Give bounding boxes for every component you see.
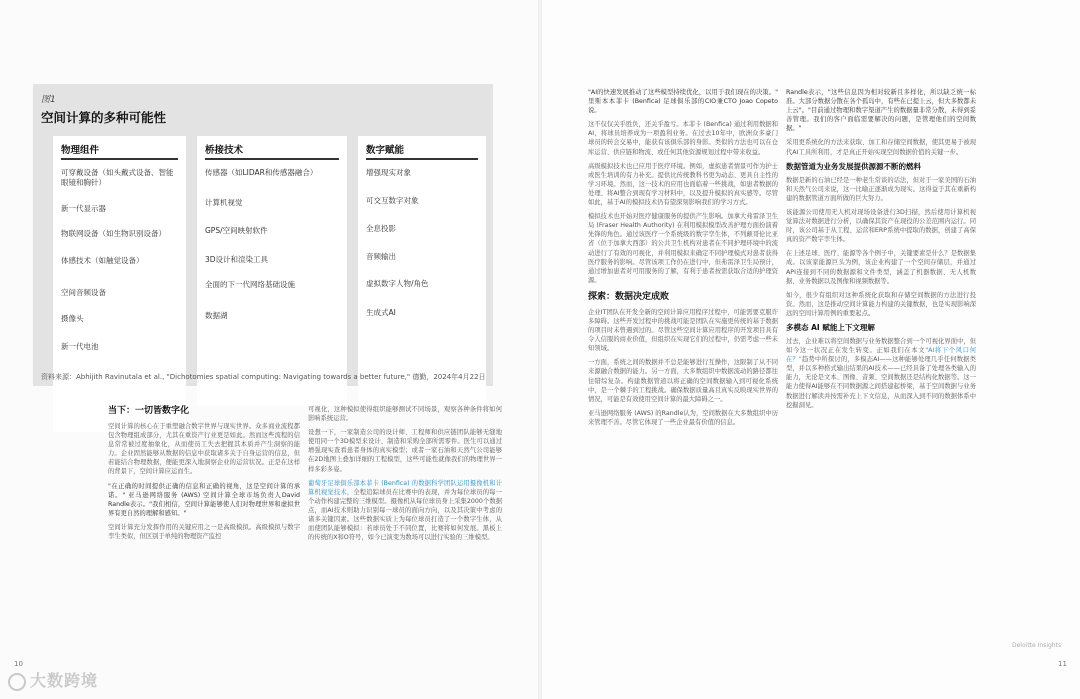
column-item: 数据湖 <box>205 311 228 320</box>
page-number-left: 10 <box>14 660 23 668</box>
figure-title: 空间计算的多种可能性 <box>41 110 167 125</box>
paragraph <box>308 479 502 543</box>
page-number-right: 11 <box>1058 660 1067 668</box>
column-heading: 数字赋能 <box>366 145 405 156</box>
paragraph: 可视化，这种模拟使得组织能够测试不同场景，观察各种条件将如何影响系统运营。 <box>308 406 502 423</box>
paragraph: 采用更系统化的方法来获取、加工和存储空间数据，使其更易于被现代AI工具所利用，才是真正开始实现空间数据价值的关键一步。 <box>786 139 976 156</box>
quote-paragraph: "AI的快速发展推动了这些模型持续优化，以用于我们现在的决策。" 里斯本本菲卡 (Benfica) 足球俱乐部的CIO兼CTO Joao Copeto说。 <box>588 89 778 115</box>
paragraph: 如今，很少有组织对这种系统化获取和存储空间数据的方法进行投资。然而，这是推动空间计算能力构建的关键数据，也是实现影响深远的空间计算用例的重要起点。 <box>786 291 976 317</box>
column-item: 空间音频设备 <box>61 288 106 297</box>
column-heading: 桥接技术 <box>205 145 244 156</box>
paragraph: 空间计算充分发挥作用的关键应用之一是高级模拟。高级模拟与数字孪生类似，但区别于单纯的物理资产监控 <box>108 523 300 541</box>
left-text-column-1 <box>108 405 300 546</box>
paragraph: 在上述足球、医疗、能源等各个例子中，关键要素是什么？是数据集成。以该家能源巨头为例，该企业构建了一个空间存储层，并通过API连接到不同的数据源和文件类型，涵盖了机器数据、无人机数据、业务数据以及图像和视频数据等。 <box>786 250 976 285</box>
column-item: 音频输出 <box>366 252 396 261</box>
heading-rule <box>61 158 178 160</box>
right-text-column-2 <box>786 88 976 415</box>
figure-box <box>33 84 493 386</box>
column-item: 摄像头 <box>61 314 84 323</box>
paragraph: 该能源公司使用无人机对现场设备进行3D扫描，然后使用计算机视觉算法对数据进行分析，以确保其资产在现役的公差范围内运行。同时，该公司基于从工程、运营和ERP系统中提取的数据，创建了高保真的资产数字孪生体。 <box>786 208 976 244</box>
paragraph: 亚马逊网络服务 (AWS) 的Randle认为，空间数据在大多数组织中历来管理不善。尽管它体现了一些企业最有价值的信息。 <box>588 409 778 426</box>
column-item: 虚拟数字人物/角色 <box>366 279 429 288</box>
inline-link[interactable]: 葡萄牙足球俱乐部本菲卡 (Benfica) 的数据科学团队运用摄像机和计算机视觉技术， <box>308 479 502 496</box>
figure-source: 资料来源：Abhijith Ravinutala et al., "Dichotomies spatial computing: Navigating towards a better future," 德勤，2024年4月22日 <box>41 373 486 381</box>
section-heading: 探索：数据决定成败 <box>588 291 670 302</box>
column-item: 3D设计和渲染工具 <box>205 255 269 264</box>
paragraph: 数据是新的石油已经是一种老生常谈的话法，但对于一家美国的石油和天然气公司来说，这一比喻正逐渐成为现实。这得益于其在重新构建的数据管道方面所做的巨大努力。 <box>786 176 976 202</box>
watermark-logo-icon <box>8 673 26 691</box>
column-item: 增强现实对象 <box>366 168 411 177</box>
quote-paragraph: "在正确的时间提供正确的信息和正确的视角，这是空间计算的承诺。" 亚马逊网络服务 (AWS) 空间计算全球市场负责人David Randle表示。"我们相信，空间计算能够使人们对物理世界和虚拟世界有更自然的理解和感知。" <box>108 482 300 517</box>
column-item: 新一代显示器 <box>61 204 106 213</box>
paragraph <box>786 337 976 410</box>
paragraph: 设想一下，一家制造公司的设计师、工程师和供应链团队能够无缝地使用同一个3D模型来设计、制造和采购全部所需零件。医生可以通过增强现实查看患者身体的真实模型；或者一家石油和天然气公司能够在2D地图上叠加详细的工程模型，这些可能性就像我们的物理世界一样多彩多姿。 <box>308 429 502 473</box>
footer-logo: Deloitte Insights <box>1012 642 1062 649</box>
paragraph: 这不仅仅关乎胜负，还关乎盈亏。本菲卡 (Benfica) 通过利用数据和AI，将球员培养成为一项盈利业务。在过去10年中，欧洲众多豪门球员的转会交易中，能获有该俱乐部的身影。类似的方法也可以在仓库运营、供应链和物流、或任何其他资源规划过程中带来收益。 <box>588 121 778 156</box>
figure-column-digital <box>358 136 486 406</box>
figure-column-physical <box>53 136 186 432</box>
paragraph: 模拟技术也开始对医疗健康服务的提供产生影响。加拿大弗雷泽卫生局 (Fraser Health Authority) 在利用模拟模型改善护理方面扮演着先锋的角色。通过该医疗一个系统级的数字孪生体，不列颠哥伦比亚省（位于加拿大西部）的公共卫生机构对患者在不同护理环境中的流动进行了有效的可视化，并利用模拟来确定不同护理模式对患者获得医疗服务的影响。尽管该项工作仍在进行中，但弗雷泽卫生局预计，通过增加患者对可用服务的了解，有利于患者按需获取合适的护理资源。 <box>588 213 778 284</box>
watermark-text: 大数跨境 <box>30 671 99 690</box>
column-item: 全息投影 <box>366 224 396 233</box>
watermark <box>8 668 98 691</box>
paragraph-text: 全程追踪球员在比赛中的表现，并为每位球员的每一个动作构建完整的三维模型。摄像机从每位球员身上采集2000个数据点，而AI技术则助力识别每一球员的面向方向，以及其决策中考虑的诸多关键因素。这些数据实质上为每位球员打造了一个数字生体，从而使团队能够模拟：若球员处于不同位置，比赛将如何发展。黑板上的传统的X和O符号，如今已演变为数场可以进行实验的三维模型。 <box>308 488 503 542</box>
column-item: 计算机视觉 <box>205 198 243 207</box>
column-item: GPS/空间映射软件 <box>205 226 268 235</box>
column-item: 传感器（如LIDAR和传感器融合） <box>205 168 318 177</box>
paragraph: 空间计算的核心在于重塑融合数字世界与现实世界。众多商业流程都包含物理组成部分，尤其在重资产行业更是如此。然而这些流程的信息常常被过度抽象化，从而使员工失去把握其本质并产生洞察的能力。企业固然能够从数据的信息中获取诸多关于自身运营的信息，但若能结合物理数据，便能更深入地洞察企业的运营状况。正是在这样的背景下，空间计算应运而生。 <box>108 423 300 476</box>
column-item: 全面的下一代网络基础设施 <box>205 280 295 289</box>
right-text-column-1 <box>588 88 778 432</box>
column-item: 可交互数字对象 <box>366 196 419 205</box>
column-item: 生成式AI <box>366 308 396 317</box>
subsection-heading: 数据管道为业务发展提供源源不断的燃料 <box>786 161 921 171</box>
section-heading: 当下：一切皆数字化 <box>108 406 190 416</box>
column-heading: 物理组件 <box>61 145 100 156</box>
column-item: 新一代电池 <box>61 342 99 351</box>
left-text-column-2 <box>308 405 502 547</box>
paragraph-text: 过去，企业难以将空间数据与业务数据整合到一个可视化界面中，但如今这一状况正在发生转变。正如我们在本文 <box>786 337 976 355</box>
paragraph: 高级模拟技术也已应用于医疗环境。例如，虚拟患者情景可作为护士或医生培训的有力补充。提供比传统教科书更为动态、更具自主性的学习环境。然而，这一技术的应用也面临着一些挑战，如患者数据的处理、将AI整合到现有学习材料中，以及提升模拟的真实感等。尽管如此，基于AI的模拟技术仍有望深刻影响我们的学习方式。 <box>588 162 778 207</box>
paragraph: 一方面，系统之间的数据并不总是能够进行互操作，这限制了从不同来源融合数据的能力。另一方面，大多数组织中数据流动的路径都往往错综复杂。构建数据管道以将正确的空间数据输入到可视化系统中，是一个棘手的工程挑战。确保数据质量高且真实反映现实世界的情况，可能是有效使用空间计算的最大障碍之一。 <box>588 359 778 403</box>
column-item: 物联网设备（如生物识别设备） <box>61 229 166 238</box>
paragraph: 企业IT团队在开发全新的空间计算应用程序过程中，可能需要克服许多障碍。这些开发过程中的挑战可能是团队在实施更传统的基于数据的项目时未曾遇到过的。尽管这些空间计算应用程序的开发项目具有令人信服的商业价值，但组织在实现它们的过程中，仍需考虑一些未知领域。 <box>588 308 778 353</box>
column-item: 可穿戴设备（如头戴式设备、智能眼镜和胸针） <box>61 168 174 187</box>
inline-link[interactable]: "AI将下个风口何在？" <box>786 347 977 364</box>
page-gutter <box>538 0 542 699</box>
quote-paragraph: Randle表示，"这些信息因为相对较新且多样化，所以缺乏统一标准。大部分数据分散在各个孤岛中，有些在已提上云，但大多数都未上云"。"目前通过物理和数字渠道产生的数据量非常分散，未得到妥善管理。我们的客户面临需要解决的问题，是管理他们的空间数据。" <box>786 89 976 133</box>
heading-rule <box>205 158 339 160</box>
figure-column-bridging <box>197 136 347 406</box>
subsection-heading: 多模态 AI 赋能上下文理解 <box>786 322 875 332</box>
figure-label: 图1 <box>41 95 56 105</box>
heading-rule <box>366 158 478 160</box>
column-item: 体感技术（如触觉设备） <box>61 256 144 265</box>
paragraph-text: 趋势中所探讨的，多模态AI——这种能够处理几乎任何数据类型，并以多种格式输出结果的AI技术——已经具备了处理各类输入的能力，无论是文本、图像、音频、空间数据还是结构化数据等。这一能力使得AI能够在不同数据源之间搭建起桥梁，基于空间数据与业务数据进行解读并按需补充上下文信息，从而深入到不同的数据体系中挖掘洞见。 <box>786 356 976 409</box>
